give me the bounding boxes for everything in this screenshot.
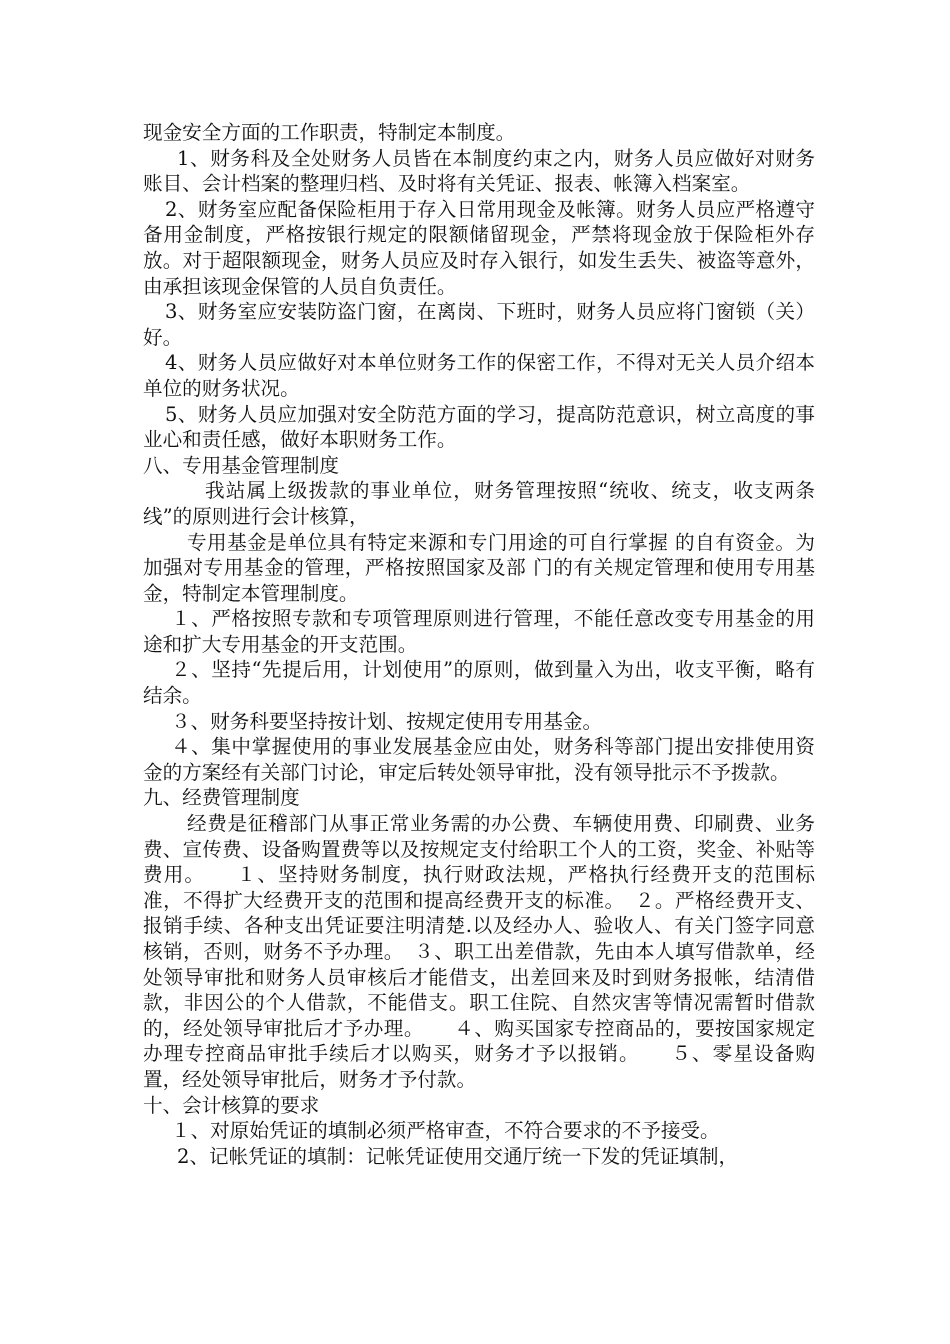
paragraph: 2、记帐凭证的填制：记帐凭证使用交通厅统一下发的凭证填制， <box>177 1144 739 1168</box>
paragraph: 我站属上级拨款的事业单位，财务管理按照“统收、统支，收支两条线”的原则进行会计核算， <box>143 479 815 528</box>
section-heading: 八、专用基金管理制度 <box>143 453 339 477</box>
paragraph: １、对原始凭证的填制必须严格审查，不符合要求的不予接受。 <box>171 1119 720 1143</box>
paragraph: １、严格按照专款和专项管理原则进行管理，不能任意改变专用基金的用途和扩大专用基金的开支范围。 <box>143 607 815 656</box>
paragraph: ２、坚持“先提后用，计划使用”的原则，做到量入为出，收支平衡，略有结余。 <box>143 658 815 708</box>
paragraph: 4、财务人员应做好对本单位财务工作的保密工作，不得对无关人员介绍本单位的财务状况。 <box>143 351 815 400</box>
paragraph: 5、财务人员应加强对安全防范方面的学习，提高防范意识，树立高度的事业心和责任感，做好本职财务工作。 <box>143 402 815 452</box>
document-page <box>143 120 815 1169</box>
section-heading: 十、会计核算的要求 <box>143 1093 320 1117</box>
paragraph: 经费是征稽部门从事正常业务需的办公费、车辆使用费、印刷费、业务费、宣传费、设备购置费等以及按规定支付给职工个人的工资，奖金、补贴等费用。 １、坚持财务制度，执行财政法规，严格执行经费开支的范围标准，不得扩大经费开支的范围和提高经费开支的标准。 ２。严格经费开支、报销手续、各种支出凭证要注明清楚.以及经办人、验收人、有关门签字同意核销，否则，财务不予办理。 ３、职工出差借款，先由本人填写借款单，经处领导审批和财务人员审核后才能借支，出差回来及时到财务报帐，结清借款，非因公的个人借款，不能借支。职工住院、自然灾害等情况需暂时借款的，经处领导审批后才予办理。 ４、购买国家专控商品的，要按国家规定办理专控商品审批手续后才以购买，财务才予以报销。 ５、零星设备购置，经处领导审批后，财务才予付款。 <box>143 812 815 1091</box>
paragraph: ４、集中掌握使用的事业发展基金应由处，财务科等部门提出安排使用资金的方案经有关部门讨论，审定后转处领导审批，没有领导批示不予拨款。 <box>143 735 815 784</box>
paragraph: 1、财务科及全处财务人员皆在本制度约束之内，财务人员应做好对财务账目、会计档案的整理归档、及时将有关凭证、报表、帐簿入档案室。 <box>143 146 815 196</box>
paragraph: 2、财务室应配备保险柜用于存入日常用现金及帐簿。财务人员应严格遵守备用金制度，严格按银行规定的限额储留现金，严禁将现金放于保险柜外存放。对于超限额现金，财务人员应及时存入银行，如发生丢失、被盗等意外，由承担该现金保管的人员自负责任。 <box>143 197 815 298</box>
paragraph: ３、财务科要坚持按计划、按规定使用专用基金。 <box>171 709 603 733</box>
section-heading: 九、经费管理制度 <box>143 786 300 810</box>
paragraph: 现金安全方面的工作职责，特制定本制度。 <box>143 121 516 144</box>
paragraph: 专用基金是单位具有特定来源和专门用途的可自行掌握 的自有资金。为加强对专用基金的管理，严格按照国家及部 门的有关规定管理和使用专用基金，特制定本管理制度。 <box>143 530 815 605</box>
paragraph: 3、财务室应安装防盗门窗，在离岗、下班时，财务人员应将门窗锁（关）好。 <box>143 300 815 349</box>
